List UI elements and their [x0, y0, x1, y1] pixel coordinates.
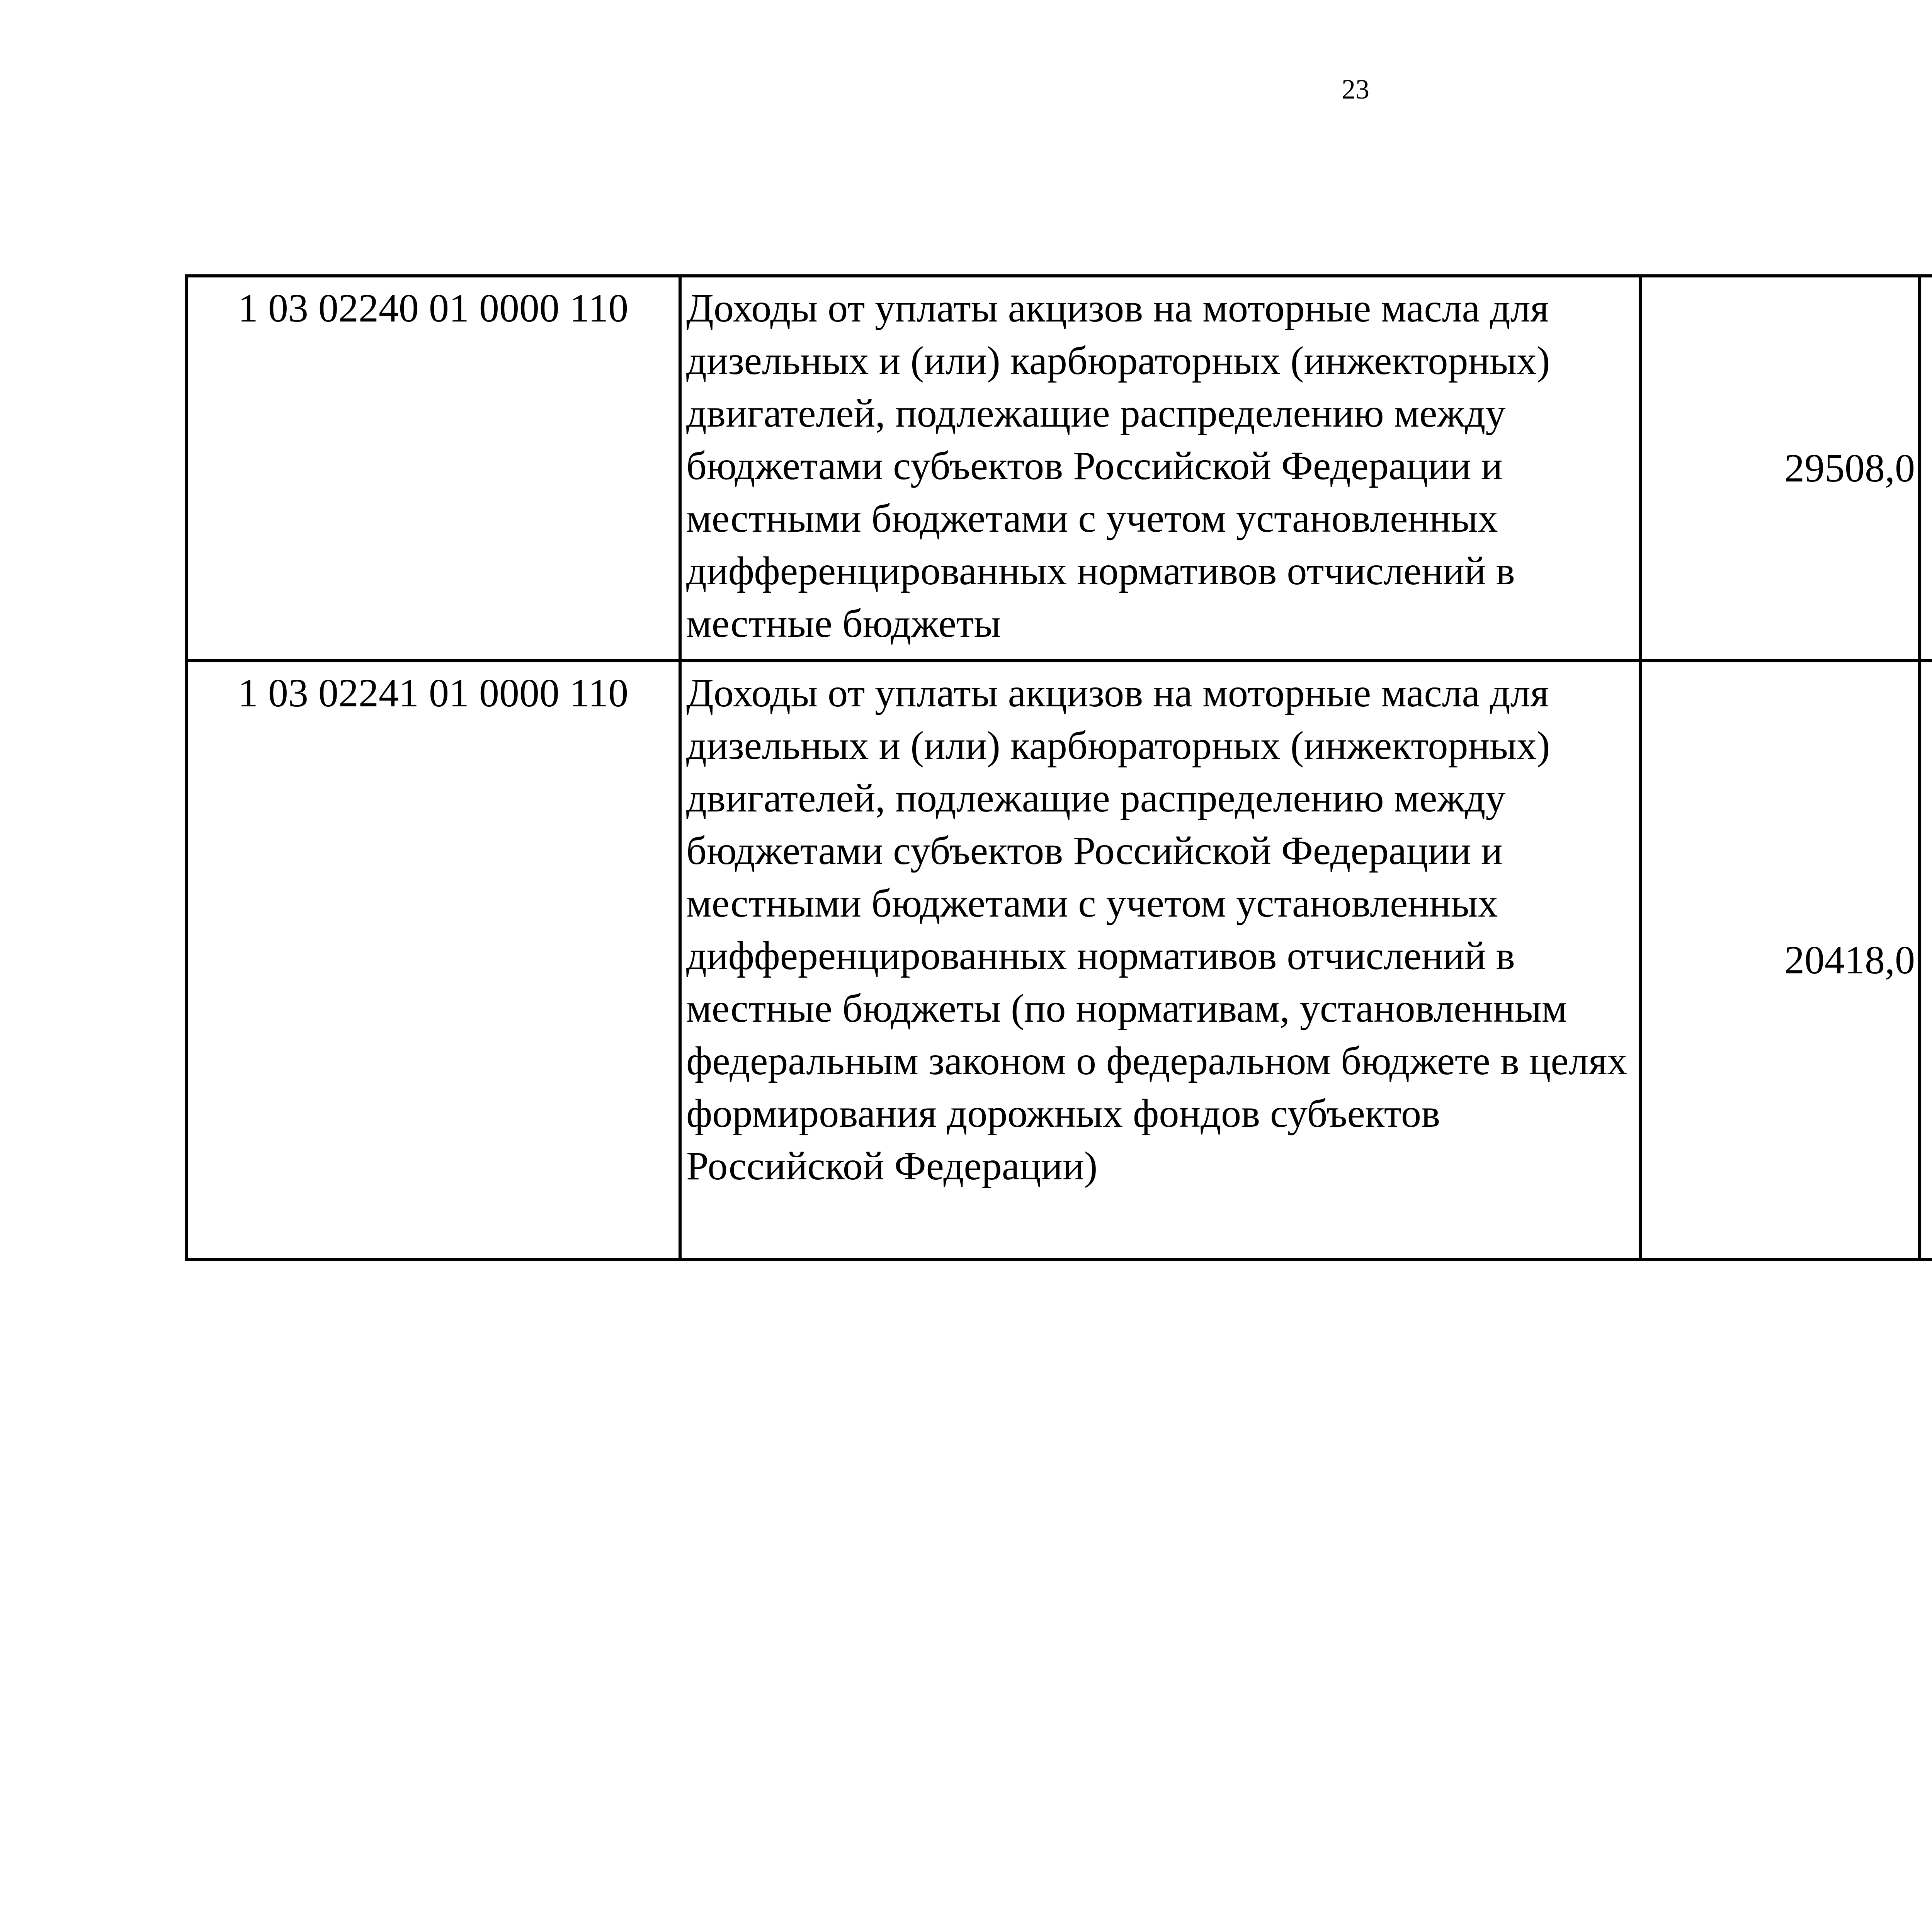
- table-row: [186, 276, 1932, 661]
- budget-classification-code: 1 03 02241 01 0000 110: [186, 661, 680, 1260]
- budget-classification-code: 1 03 02240 01 0000 110: [186, 276, 680, 661]
- revenue-description: Доходы от уплаты акцизов на моторные масла для дизельных и (или) карбюраторных (инжекторных) двигателей, подлежащие распределению между бюджетами субъектов Российской Федерации и местными бюджетами с учетом установленных дифференцированных нормативов отчислений в местные бюджеты (по нормативам, установленным федеральным законом о федеральном бюджете в целях формирования дорожных фондов субъектов Российской Федерации): [680, 661, 1641, 1260]
- amount-cell-year-1: 29508,0: [1641, 276, 1920, 661]
- revenue-description: Доходы от уплаты акцизов на моторные масла для дизельных и (или) карбюраторных (инжекторных) двигателей, подлежащие распределению между бюджетами субъектов Российской Федерации и местными бюджетами с учетом установленных дифференцированных нормативов отчислений в местные бюджеты: [680, 276, 1641, 661]
- amount-cell-year-1: 20418,0: [1641, 661, 1920, 1260]
- amount-cell-year-2: [1920, 276, 1932, 661]
- page-number: 23: [1342, 74, 1369, 105]
- revenue-table: [185, 274, 1932, 1261]
- table-row: [186, 661, 1932, 1260]
- amount-cell-year-2: [1920, 661, 1932, 1260]
